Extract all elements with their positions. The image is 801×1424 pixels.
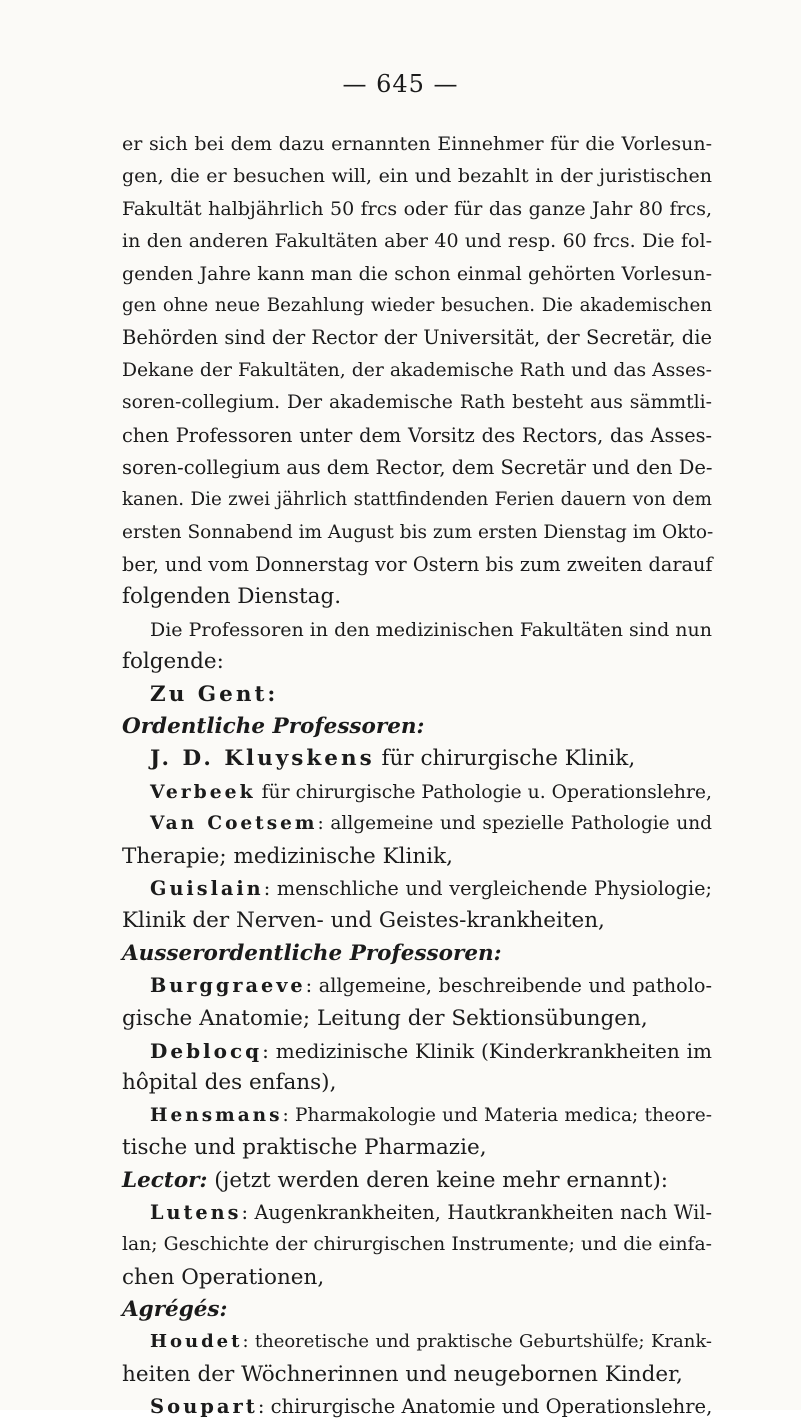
professor-entry bbox=[122, 1326, 712, 1358]
professor-name: Burggraeve bbox=[150, 974, 306, 998]
professor-subject: für chirurgische Pathologie u. Operationslehre, bbox=[255, 781, 712, 803]
text-line: chen Operationen, bbox=[122, 1264, 325, 1290]
text-line: Behörden sind der Rector der Universität, der Secretär, die bbox=[122, 326, 712, 350]
text-line: gen, die er besuchen will, ein und bezahlt in der juristischen bbox=[122, 165, 712, 188]
text-line: ber, und vom Donnerstag vor Ostern bis zum zweiten darauf bbox=[122, 553, 713, 577]
professor-entry bbox=[122, 1100, 712, 1132]
text-line: er sich bei dem dazu ernannten Einnehmer für die Vorlesun- bbox=[122, 133, 712, 155]
professor-subject: : allgemeine und spezielle Pathologie und bbox=[317, 813, 712, 835]
text-line: lan; Geschichte der chirurgischen Instrumente; und die einfa- bbox=[122, 1234, 712, 1256]
text-line: ersten Sonnabend im August bis zum ersten Dienstag im Okto- bbox=[122, 521, 714, 543]
section-heading-agreges: Agrégés: bbox=[122, 1297, 228, 1323]
text-line: heiten der Wöchnerinnen und neugebornen Kinder, bbox=[122, 1361, 683, 1387]
professor-subject: : chirurgische Anatomie und Operationslehre, bbox=[257, 1395, 713, 1419]
professor-name: Soupart bbox=[150, 1395, 258, 1419]
paragraph-start: Die Professoren in den medizinischen Fakultäten sind nun bbox=[150, 618, 712, 641]
professor-entry bbox=[122, 776, 712, 808]
text-line: chen Professoren unter dem Vorsitz des Rectors, das Asses- bbox=[122, 423, 712, 447]
page-text bbox=[122, 128, 712, 1424]
section-heading-ausserordentliche: Ausserordentliche Professoren: bbox=[122, 940, 502, 966]
professor-entry bbox=[122, 873, 712, 905]
text-line: gische Anatomie; Leitung der Sektionsübungen, bbox=[122, 1005, 648, 1031]
professor-name: Van Coetsem bbox=[150, 813, 318, 835]
text-line: Therapie; medizinische Klinik, bbox=[122, 843, 454, 869]
professor-entry bbox=[122, 970, 712, 1002]
professor-name: Houdet bbox=[150, 1331, 243, 1353]
text-line: soren-collegium. Der akademische Rath besteht aus sämmtli- bbox=[122, 392, 712, 414]
text-line: gen ohne neue Bezahlung wieder besuchen. Die akademischen bbox=[122, 294, 712, 316]
text-line: in den anderen Fakultäten aber 40 und resp. 60 frcs. Die fol- bbox=[122, 230, 712, 253]
professor-entry bbox=[122, 1391, 712, 1423]
text-line: genden Jahre kann man die schon einmal gehörten Vorlesun- bbox=[122, 262, 712, 285]
professor-subject: : medizinische Klinik (Kinderkrankheiten im bbox=[262, 1038, 712, 1063]
text-line: folgenden Dienstag. bbox=[122, 584, 342, 610]
text-line: folgende: bbox=[122, 649, 224, 675]
professor-subject: : Augenkrankheiten, Hautkrankheiten nach Wil- bbox=[241, 1200, 712, 1224]
text-line: tische und praktische Pharmazie, bbox=[122, 1135, 487, 1161]
professor-name: Verbeek bbox=[150, 780, 256, 803]
lector-label: Lector: bbox=[122, 1167, 208, 1193]
professor-entry bbox=[122, 1197, 712, 1229]
professor-entry bbox=[122, 743, 712, 775]
location-label: Zu Gent: bbox=[150, 681, 279, 707]
text-line: Klinik der Nerven- und Geistes-krankheiten, bbox=[122, 908, 605, 934]
professor-entry bbox=[122, 808, 712, 840]
section-heading-ordentliche: Ordentliche Professoren: bbox=[122, 714, 425, 740]
professor-name: Deblocq bbox=[150, 1038, 263, 1063]
lector-note: (jetzt werden deren keine mehr ernannt): bbox=[207, 1167, 668, 1193]
text-line: hôpital des enfans), bbox=[122, 1070, 337, 1096]
professor-name: Hensmans bbox=[150, 1104, 283, 1126]
professor-subject: : allgemeine, beschreibende und patholo- bbox=[305, 974, 712, 998]
professor-name: Lutens bbox=[150, 1200, 242, 1224]
text-line: kanen. Die zwei jährlich stattfindenden Ferien dauern von dem bbox=[122, 489, 712, 511]
professor-entry bbox=[122, 1035, 712, 1067]
professor-subject: : Pharmakologie und Materia medica; theore- bbox=[282, 1104, 712, 1126]
location-heading bbox=[122, 679, 712, 711]
section-heading-lector bbox=[122, 1165, 712, 1197]
text-line: Dekane der Fakultäten, der akademische Rath und das Asses- bbox=[122, 359, 712, 381]
professor-subject: : menschliche und vergleichende Physiologie; bbox=[263, 876, 712, 900]
professor-subject: : theoretische und praktische Geburtshülfe; Krank- bbox=[242, 1331, 712, 1353]
text-line: soren-collegium aus dem Rector, dem Secretär und den De- bbox=[122, 455, 713, 479]
professor-subject: für chirurgische Klinik, bbox=[374, 746, 636, 772]
page-number: — 645 — bbox=[342, 70, 459, 98]
professor-name: J. D. Kluyskens bbox=[150, 746, 375, 772]
text-line: Fakultät halbjährlich 50 frcs oder für das ganze Jahr 80 frcs, bbox=[122, 197, 712, 220]
professor-name: Guislain bbox=[150, 876, 264, 900]
